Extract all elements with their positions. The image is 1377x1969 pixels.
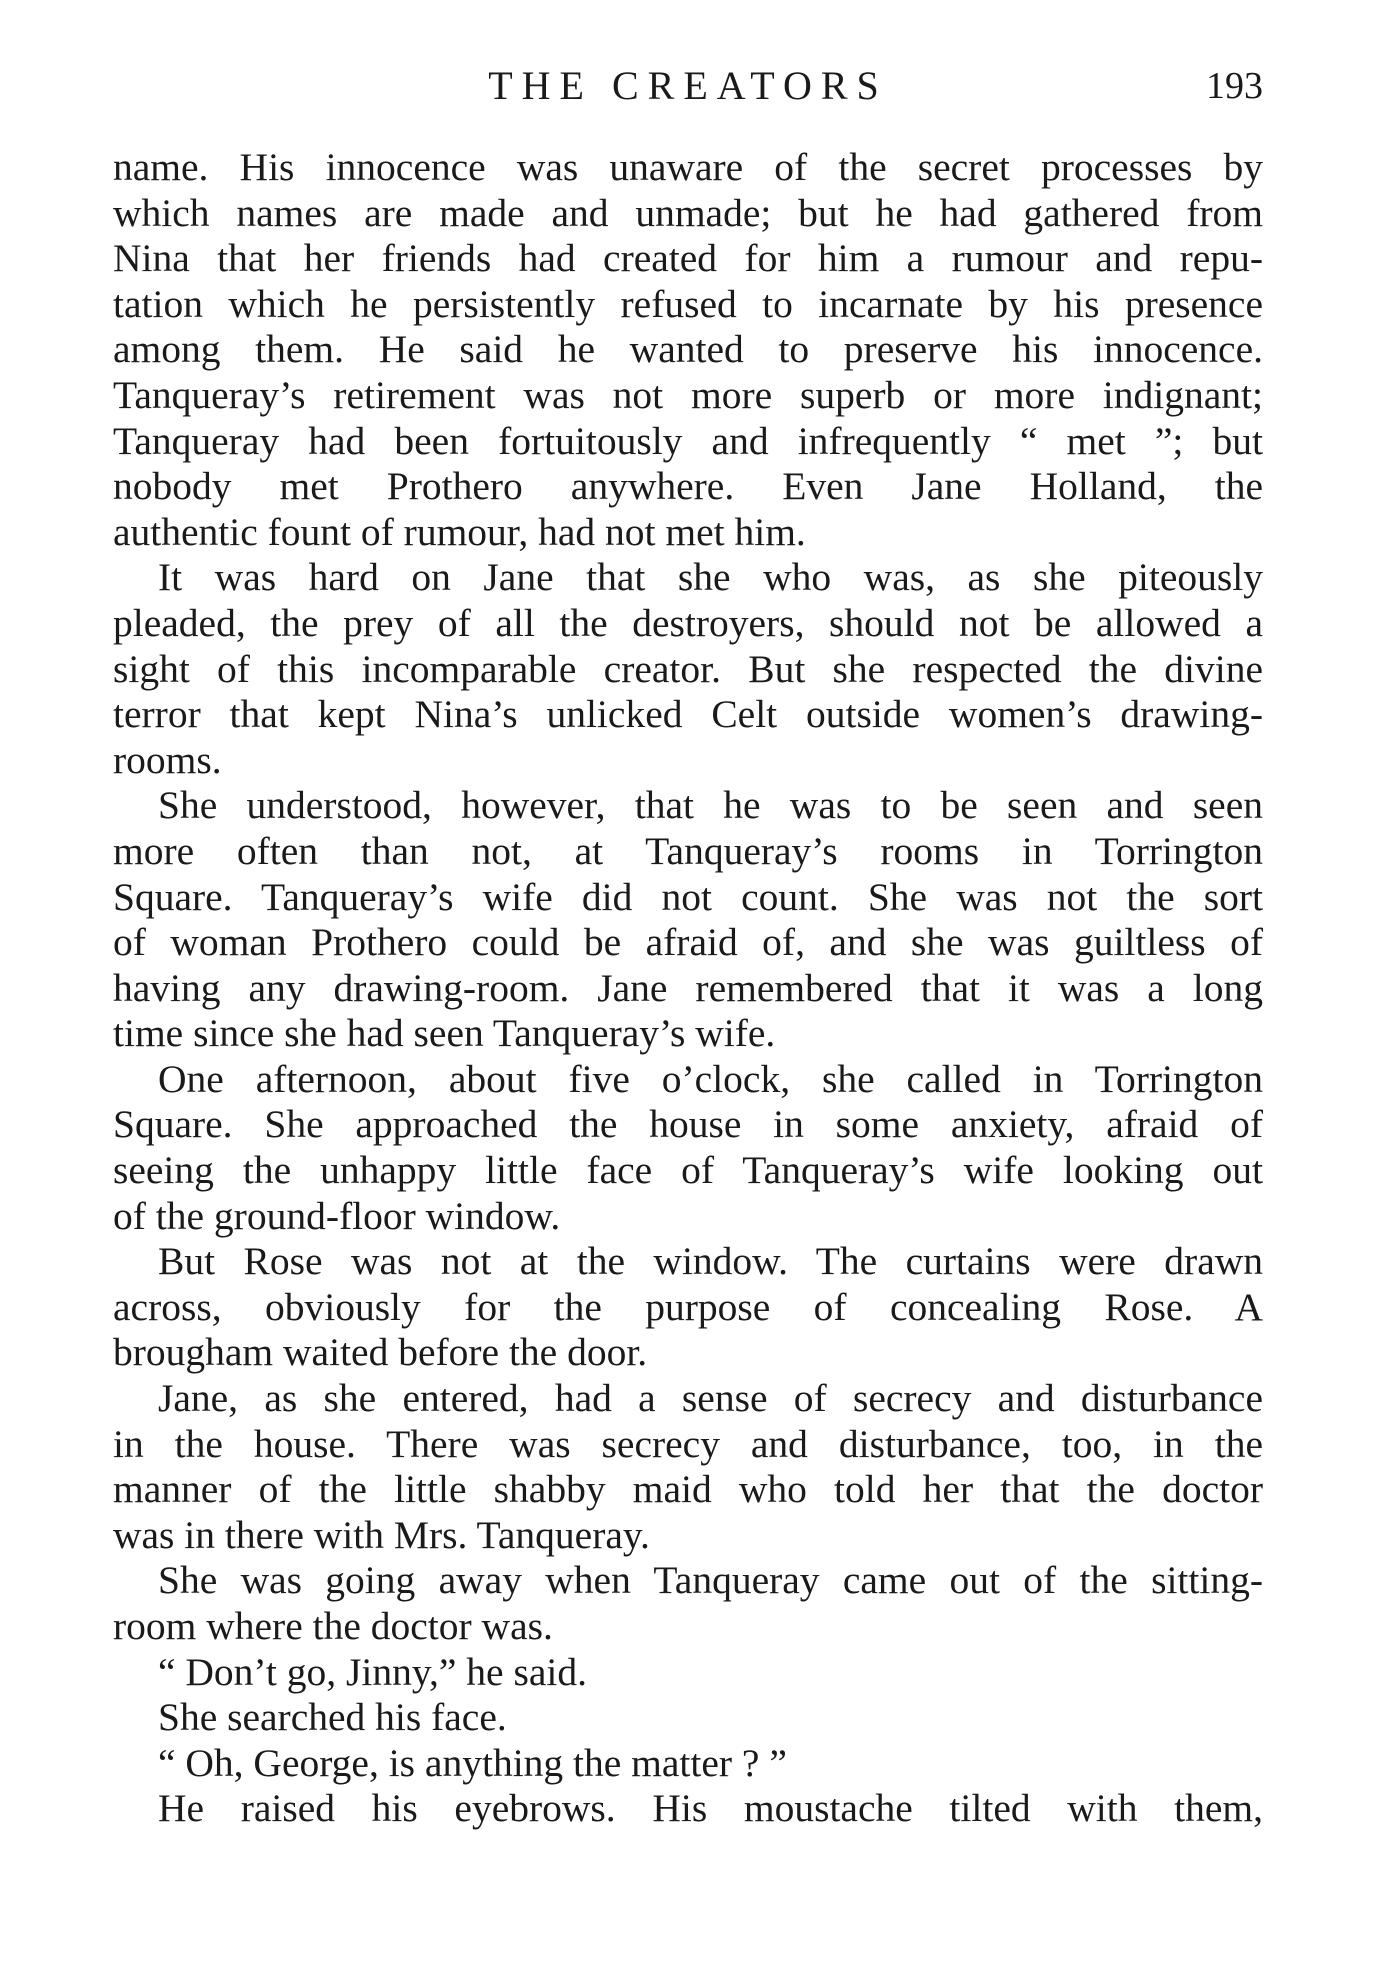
text-line: having any drawing-room. Jane remembered that it was a long (113, 965, 1263, 1010)
paragraph (113, 1786, 1263, 1832)
text-line: time since she had seen Tanqueray’s wife. (113, 1011, 776, 1056)
text-line: which names are made and unmade; but he had gathered from (113, 190, 1263, 235)
text-line: Square. She approached the house in some anxiety, afraid of (113, 1102, 1263, 1147)
text-line: among them. He said he wanted to preserve his innocence. (113, 327, 1263, 372)
paragraph (113, 555, 1263, 783)
text-line: “ Don’t go, Jinny,” he said. (158, 1649, 587, 1694)
running-header (113, 62, 1263, 112)
text-line: tation which he persistently refused to incarnate by his presence (113, 281, 1263, 326)
text-line: of woman Prothero could be afraid of, and she was guiltless of (113, 920, 1263, 965)
text-line: in the house. There was secrecy and disturbance, too, in the (113, 1421, 1263, 1466)
text-line: It was hard on Jane that she who was, as she piteously (158, 555, 1263, 600)
text-line: room where the doctor was. (113, 1604, 553, 1648)
text-line: nobody met Prothero anywhere. Even Jane Holland, the (113, 464, 1263, 509)
text-line: seeing the unhappy little face of Tanqueray’s wife looking out (113, 1148, 1263, 1193)
paragraph (113, 1695, 1263, 1741)
page-number: 193 (1206, 65, 1263, 107)
text-line: Jane, as she entered, had a sense of secrecy and disturbance (158, 1376, 1263, 1421)
paragraph (113, 1650, 1263, 1696)
body-text (113, 145, 1263, 1832)
running-title: THE CREATORS (488, 63, 888, 108)
text-line: sight of this incomparable creator. But she respected the divine (113, 646, 1263, 691)
paragraph (113, 1376, 1263, 1558)
paragraph (113, 1057, 1263, 1239)
text-line: manner of the little shabby maid who told her that the doctor (113, 1467, 1263, 1512)
text-line: He raised his eyebrows. His moustache tilted with them, (158, 1786, 1263, 1831)
text-line: Tanqueray’s retirement was not more superb or more indignant; (113, 372, 1263, 417)
text-line: of the ground-floor window. (113, 1193, 561, 1238)
text-line: brougham waited before the door. (113, 1330, 648, 1375)
text-line: name. His innocence was unaware of the secret processes by (113, 145, 1263, 189)
text-line: terror that kept Nina’s unlicked Celt outside women’s drawing- (113, 692, 1263, 737)
text-line: pleaded, the prey of all the destroyers, should not be allowed a (113, 600, 1263, 645)
text-line: was in there with Mrs. Tanqueray. (113, 1512, 650, 1557)
paragraph (113, 1239, 1263, 1376)
text-line: Tanqueray had been fortuitously and infrequently “ met ”; but (113, 418, 1263, 463)
paragraph (113, 145, 1263, 555)
text-line: But Rose was not at the window. The curtains were drawn (158, 1239, 1263, 1284)
text-line: One afternoon, about five o’clock, she called in Torrington (158, 1056, 1263, 1101)
text-line: Square. Tanqueray’s wife did not count. She was not the sort (113, 874, 1263, 919)
paragraph (113, 783, 1263, 1057)
text-line: across, obviously for the purpose of concealing Rose. A (113, 1284, 1263, 1329)
text-line: authentic fount of rumour, had not met him. (113, 509, 806, 554)
paragraph (113, 1558, 1263, 1649)
paragraph (113, 1741, 1263, 1787)
text-line: She understood, however, that he was to be seen and seen (158, 783, 1263, 828)
text-line: more often than not, at Tanqueray’s rooms in Torrington (113, 828, 1263, 873)
text-line: She searched his face. (158, 1695, 507, 1740)
text-line: Nina that her friends had created for him a rumour and repu- (113, 236, 1263, 281)
text-line: “ Oh, George, is anything the matter ? ” (158, 1740, 787, 1785)
text-line: rooms. (113, 737, 222, 782)
text-line: She was going away when Tanqueray came out of the sitting- (158, 1558, 1263, 1603)
